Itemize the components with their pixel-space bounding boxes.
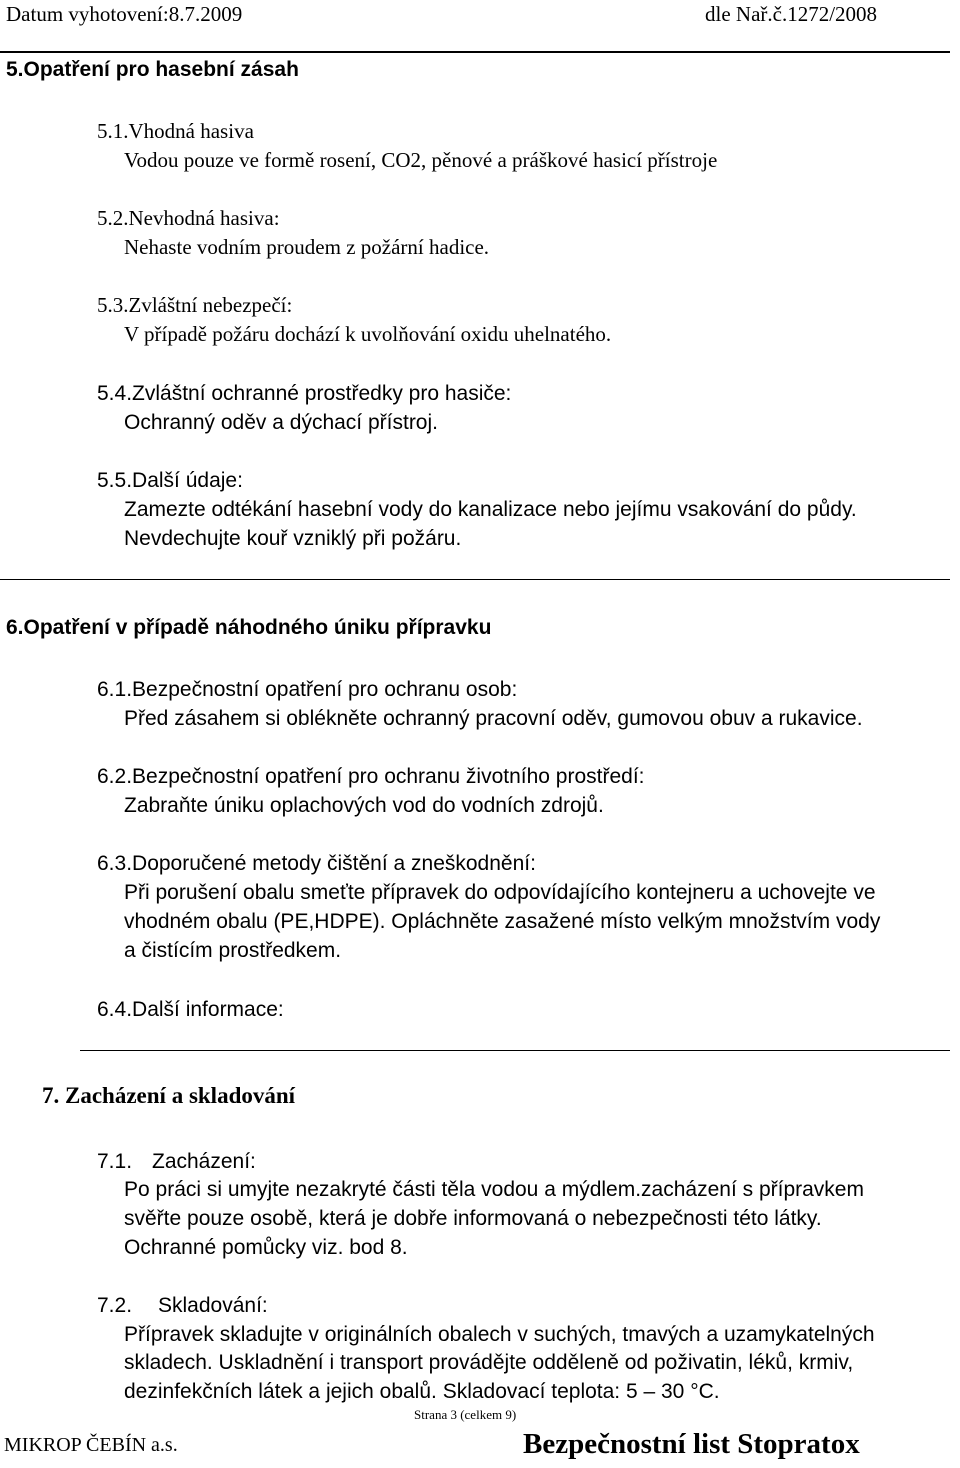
section6-1-title: 6.1.Bezpečnostní opatření pro ochranu osob: — [97, 678, 518, 701]
section5-2-text: Nehaste vodním proudem z požární hadice. — [124, 235, 490, 259]
section5-3-text: V případě požáru dochází k uvolňování oxidu uhelnatého. — [124, 322, 612, 346]
section5-title: 5.Opatření pro hasební zásah — [6, 58, 299, 81]
section7-2-line-2: skladech. Uskladnění i transport provádějte odděleně od poživatin, léků, krmiv, — [124, 1351, 854, 1374]
section7-1-line-2: svěřte pouze osobě, která je dobře informovaná o nebezpečnosti této látky. — [124, 1207, 822, 1230]
section-divider — [80, 1050, 950, 1051]
section5-5-text-2: Nevdechujte kouř vzniklý při požáru. — [124, 527, 462, 550]
section5-5-text-1: Zamezte odtékání hasební vody do kanalizace nebo jejímu vsakování do půdy. — [124, 498, 857, 521]
section6-3-line-3: a čistícím prostředkem. — [124, 939, 342, 962]
section7-title: 7. Zacházení a skladování — [42, 1083, 296, 1108]
footer-page-number: Strana 3 (celkem 9) — [414, 1407, 517, 1422]
section6-2-title: 6.2.Bezpečnostní opatření pro ochranu životního prostředí: — [97, 765, 645, 788]
section5-1-text: Vodou pouze ve formě rosení, CO2, pěnové a práškové hasicí přístroje — [124, 148, 718, 172]
section-divider — [0, 579, 950, 580]
section6-3-line-2: vhodném obalu (PE,HDPE). Opláchněte zasažené místo velkým množstvím vody — [124, 910, 881, 933]
section7-2-line-3: dezinfekčních látek a jejich obalů. Skladovací teplota: 5 – 30 °C. — [124, 1380, 720, 1403]
section7-1-line-1: Po práci si umyjte nezakryté části těla vodou a mýdlem.zacházení s přípravkem — [124, 1178, 864, 1201]
section7-2-line-1: Přípravek skladujte v originálních obalech v suchých, tmavých a uzamykatelných — [124, 1323, 875, 1346]
section5-3-title: 5.3.Zvláštní nebezpečí: — [97, 293, 293, 317]
section5-4-title: 5.4.Zvláštní ochranné prostředky pro hasiče: — [97, 382, 512, 405]
header-date: Datum vyhotovení:8.7.2009 — [6, 2, 243, 26]
section7-1-number: 7.1. — [97, 1150, 133, 1173]
section7-1-line-3: Ochranné pomůcky viz. bod 8. — [124, 1236, 408, 1259]
header-regulation: dle Nař.č.1272/2008 — [705, 2, 878, 26]
section5-5-title: 5.5.Další údaje: — [97, 469, 243, 492]
section7-1-title: Zacházení: — [152, 1150, 256, 1173]
footer-document-title: Bezpečnostní list Stopratox — [523, 1428, 860, 1460]
section6-2-text: Zabraňte úniku oplachových vod do vodních zdrojů. — [124, 794, 604, 817]
footer-company: MIKROP ČEBÍN a.s. — [4, 1434, 178, 1456]
header-divider — [0, 51, 950, 53]
section6-3-title: 6.3.Doporučené metody čištění a zneškodnění: — [97, 852, 536, 875]
section5-2-title: 5.2.Nevhodná hasiva: — [97, 206, 280, 230]
section6-1-text: Před zásahem si oblékněte ochranný pracovní oděv, gumovou obuv a rukavice. — [124, 707, 863, 730]
section6-3-line-1: Při porušení obalu smeťte přípravek do odpovídajícího kontejneru a uchovejte ve — [124, 881, 876, 904]
section5-4-text: Ochranný oděv a dýchací přístroj. — [124, 411, 438, 434]
section5-1-title: 5.1.Vhodná hasiva — [97, 119, 254, 143]
section7-2-number: 7.2. — [97, 1294, 133, 1317]
section6-4-title: 6.4.Další informace: — [97, 998, 284, 1021]
section7-2-title: Skladování: — [158, 1294, 268, 1317]
section6-title: 6.Opatření v případě náhodného úniku přípravku — [6, 616, 492, 639]
